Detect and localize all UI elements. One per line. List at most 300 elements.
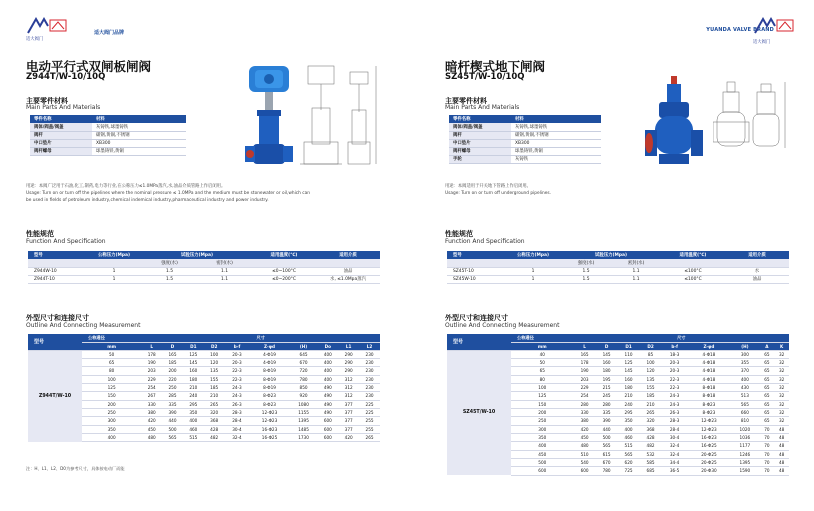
dim-cell: 24-3 [662,392,688,400]
dim-cell: 20-3 [662,358,688,366]
spec-header-row [447,251,789,259]
spec-table [447,251,789,284]
dim-cell: 255 [359,417,380,425]
dim-column-header: D2 [204,342,225,350]
dim-cell: 200 [162,367,183,375]
dim-cell: 440 [596,425,618,433]
dim-cell: 50 [511,358,574,366]
dim-cell: 312 [338,375,359,383]
company-logo [753,17,797,45]
dim-cell: 565 [162,433,183,441]
dim-cell: 400 [82,433,141,441]
dim-cell: 780 [596,467,618,475]
dim-cell: 420 [141,417,162,425]
spec-cell: 1 [505,275,561,283]
part-material: 球墨铸铁,黄铜 [92,147,186,155]
dim-cell: 178 [141,350,162,358]
dim-column-header: D [596,342,618,350]
dim-header-row [447,334,789,342]
spec-subheading: Function And Specification [445,238,525,245]
dim-cell: 65 [760,383,775,391]
parts-heading: 主要零件材料 [26,97,68,105]
dim-cell: 4-Φ18 [688,350,731,358]
dim-cell: 210 [618,392,640,400]
dim-cell: 16-Φ25 [688,442,731,450]
spec-sub-row [28,259,380,267]
spec-header-cell: 公称压力(Mpa) [505,251,561,259]
dim-column-header: mm [511,342,574,350]
dim-cell: 312 [338,392,359,400]
dim-column-header: D1 [183,342,204,350]
dim-cell: 400 [317,350,338,358]
dim-cell: 65 [760,400,775,408]
dim-cell: 4-Φ19 [249,358,289,366]
dim-cell: 670 [596,458,618,466]
dim-cell: 70 [760,425,775,433]
dim-cell: 450 [141,425,162,433]
dim-column-header: L1 [338,342,359,350]
dim-cell: 185 [162,358,183,366]
dim-cell: 615 [596,450,618,458]
spec-table [28,251,380,284]
part-material: 球墨铸铁,黄铜 [511,147,601,155]
spec-sub-cell [252,259,316,267]
dim-cell: 725 [618,467,640,475]
spec-sub-cell [447,259,505,267]
dim-cell: 32 [774,408,789,416]
dim-type-header: 型号 [447,334,511,350]
footnote: 注：H、L1、L2、D0为参考尺寸，具体按电动厂而能 [26,466,125,471]
dim-cell: 585 [640,458,662,466]
spec-sub-cell: 强度(水) [561,259,611,267]
usage-text [445,183,745,197]
dim-cell: 100 [82,375,141,383]
dim-cell: 420 [574,425,596,433]
dim-cell: 32-4 [225,433,250,441]
spec-cell: 1.5 [142,267,197,275]
dim-cell: 229 [574,383,596,391]
dim-header-row [28,334,380,342]
spec-cell: SZ45T-10 [447,267,505,275]
dim-cell: 8-Φ18 [688,392,731,400]
dim-model-cell: SZ45T/W-10 [447,350,511,475]
spec-header-cell: 适用介质 [725,251,789,259]
technical-drawing [713,78,791,182]
dim-cell: 510 [574,450,596,458]
dim-cell: 330 [141,400,162,408]
spec-header-cell: 型号 [447,251,505,259]
spec-header-row [28,251,380,259]
dim-cell: 380 [574,417,596,425]
dim-cell: 20-Φ25 [688,458,731,466]
dim-cell: 780 [290,375,318,383]
dim-header-cell: 尺寸 [574,334,789,342]
dim-cell: 100 [204,350,225,358]
dim-cell: 65 [511,367,574,375]
table-row [447,267,789,275]
dim-cell: 515 [618,442,640,450]
dim-cell: 660 [730,408,759,416]
company-logo [26,17,70,35]
dim-cell: 290 [338,367,359,375]
dim-cell: 70 [760,450,775,458]
spec-header-cell: 型号 [28,251,86,259]
dim-cell: 1155 [290,408,318,416]
spec-heading: 性能规范 [26,230,54,238]
dim-cell: 40 [511,350,574,358]
part-name: 阀体/阀盖/阀盖 [30,123,92,131]
dim-cell: 1246 [730,450,759,458]
spec-sub-cell [28,259,86,267]
dim-cell: 48 [774,467,789,475]
spec-cell: 水, ≤1.0Mpa蒸汽 [316,275,380,283]
dim-cell: 16-Φ25 [249,433,289,441]
dim-cell: 295 [618,408,640,416]
dim-cell: 135 [204,367,225,375]
dim-cell: 160 [183,367,204,375]
part-name: 中口垫片 [449,139,511,147]
table-row [28,275,380,283]
dim-cell: 230 [359,350,380,358]
logo-caption: 适大阀门 [26,37,44,42]
dim-cell: 285 [162,392,183,400]
dim-cell: 12-Φ23 [249,417,289,425]
dim-cell: 8-Φ23 [688,400,731,408]
dim-cell: 160 [618,375,640,383]
dim-column-header: A [760,342,775,350]
parts-heading: 主要零件材料 [445,97,487,105]
dim-cell: 265 [204,400,225,408]
dim-cell: 120 [204,358,225,366]
parts-header-row [449,115,601,123]
dim-cell: 490 [317,392,338,400]
dim-cell: 50 [82,350,141,358]
dim-cell: 203 [574,375,596,383]
model-number: SZ45T/W-10/10Q [445,72,525,82]
dim-cell: 240 [618,400,640,408]
dim-cell: 500 [162,425,183,433]
dim-cell: 335 [162,400,183,408]
part-name: 阀体/阀盖/阀盖 [449,123,511,131]
dim-cell: 330 [574,408,596,416]
part-name: 中口垫片 [30,139,92,147]
right-page [407,0,814,511]
dim-cell: 720 [290,367,318,375]
dim-cell: 1730 [290,433,318,441]
dim-cell: 250 [82,408,141,416]
dim-cell: 1395 [730,458,759,466]
spec-heading: 性能规范 [445,230,473,238]
dim-cell: 540 [574,458,596,466]
spec-sub-cell [316,259,380,267]
part-material: XB300 [92,139,186,147]
brand-label: YUANDA VALVE BRAND [706,27,774,33]
dim-cell: 22-3 [225,367,250,375]
spec-cell: 水 [725,267,789,275]
part-name: 阀杆 [449,131,511,139]
dim-column-header: mm [82,342,141,350]
dim-cell: 320 [204,408,225,416]
usage-en-line2: be used in fields of petroleum industry,chemical indemical industry,pharmaceutical industry and power industry. [26,198,269,203]
dim-cell: 65 [760,350,775,358]
dim-cell: 32 [774,383,789,391]
dim-cell: 20-3 [662,367,688,375]
usage-en-line1: Usage: Turn on or turn off underground pipelines. [445,191,552,196]
parts-subheading: Main Parts And Materials [445,104,520,111]
dim-model-cell: Z944T/W-10 [28,350,82,442]
dim-cell: 532 [640,450,662,458]
dim-column-header: L [141,342,162,350]
dim-cell: 165 [162,350,183,358]
dim-cell: 377 [338,408,359,416]
parts-header-cell: 材料 [511,115,601,123]
dim-cell: 8-Φ19 [249,383,289,391]
table-row [449,155,601,163]
part-name: 阀杆螺母 [30,147,92,155]
table-row [447,350,789,358]
dim-cell: 400 [317,367,338,375]
dim-cell: 320 [640,417,662,425]
dim-column-header: b-f [662,342,688,350]
dim-cell: 34-4 [662,458,688,466]
dim-cell: 300 [82,417,141,425]
dim-cell: 255 [359,425,380,433]
dim-cell: 24-3 [225,392,250,400]
dim-cell: 65 [760,358,775,366]
spec-cell: 油品 [316,267,380,275]
dim-cell: 20-Φ30 [688,467,731,475]
dim-cell: 400 [317,358,338,366]
table-row [30,131,186,139]
dim-cell: 368 [640,425,662,433]
dim-cell: 16-Φ23 [249,425,289,433]
spec-header-cell: 试验压力(Mpa) [142,251,252,259]
brand-label: 适大阀门品牌 [94,30,125,36]
parts-header-cell: 零件名称 [30,115,92,123]
spec-cell: 1.1 [197,267,252,275]
dim-cell: 254 [141,383,162,391]
dim-type-header: 型号 [28,334,82,350]
dim-cell: 377 [338,425,359,433]
dim-cell: 265 [359,433,380,441]
spec-sub-cell [505,259,561,267]
logo-caption: 适大阀门 [753,40,771,45]
parts-header-cell: 零件名称 [449,115,511,123]
dim-cell: 203 [141,367,162,375]
dim-cell: 70 [760,458,775,466]
dim-cell: 32 [774,367,789,375]
part-material: 灰铸铁,球墨铸铁 [511,123,601,131]
dim-cell: 28-4 [662,425,688,433]
dim-cell: 12-Φ23 [688,417,731,425]
dim-cell: 125 [618,358,640,366]
table-row [449,147,601,155]
dim-cell: 482 [204,433,225,441]
dim-cell: 295 [183,400,204,408]
spec-cell: ≤100°C [661,267,725,275]
dim-cell: 16-Φ23 [688,433,731,441]
dim-column-header: Z-φd [688,342,731,350]
dim-cell: 1485 [290,425,318,433]
dim-cell: 65 [760,367,775,375]
spec-cell: 1.1 [611,267,661,275]
dim-cell: 32 [774,350,789,358]
technical-drawing [298,62,382,180]
dim-cell: 1080 [290,400,318,408]
dim-cell: 20-3 [225,350,250,358]
spec-sub-cell [725,259,789,267]
dim-cell: 32 [774,358,789,366]
dim-cell: 210 [183,383,204,391]
dim-cell: 490 [317,383,338,391]
dim-cell: 30-4 [225,425,250,433]
dim-cell: 26-3 [225,400,250,408]
dim-cell: 428 [204,425,225,433]
dim-cell: 48 [774,425,789,433]
dim-heading: 外型尺寸和连接尺寸 [26,314,89,322]
dim-cell: 180 [183,375,204,383]
parts-header-cell: 材料 [92,115,186,123]
dim-cell: 267 [141,392,162,400]
dim-cell: 225 [359,408,380,416]
dim-column-header: D2 [640,342,662,350]
usage-en-line1: Usage: Turn on or turn off the pipelines where the nominal pressure ≤ 1.0MPa and the medium must be stonewater or oil,which can [26,191,310,196]
spec-sub-cell: 强度(水) [142,259,197,267]
dim-cell: 600 [574,467,596,475]
parts-table [30,115,186,156]
dim-cell: 18-3 [662,350,688,358]
part-material: 碳钢,黄铜,不锈钢 [511,131,601,139]
dim-cell: 350 [82,425,141,433]
dim-cell: 65 [760,417,775,425]
spec-cell: ≤0~200°C [252,275,316,283]
dim-cell: 32 [774,417,789,425]
dim-cell: 180 [618,383,640,391]
dim-cell: 150 [511,400,574,408]
dim-cell: 377 [338,417,359,425]
dim-cell: 500 [596,433,618,441]
dim-cell: 290 [338,350,359,358]
dim-cell: 4-Φ18 [688,358,731,366]
dim-cell: 400 [183,417,204,425]
dim-cell: 145 [596,350,618,358]
dim-cell: 850 [290,383,318,391]
dim-cell: 65 [760,375,775,383]
spec-cell: ≤100°C [661,275,725,283]
dim-cell: 355 [730,358,759,366]
usage-cn: 用途：本阀广泛用于石油,化工,制药,电力等行业,在公称压力≤1.0MPa蒸汽,水,油品介质管路上作启闭用。 [26,184,226,189]
logo-mark-icon [753,17,797,35]
dim-cell: 225 [359,400,380,408]
dim-column-header: D [162,342,183,350]
spec-sub-cell [661,259,725,267]
dim-header-cell: 尺寸 [141,334,380,342]
dim-cell: 350 [511,433,574,441]
dim-cell: 32 [774,392,789,400]
dim-cell: 110 [618,350,640,358]
usage-text [26,183,376,204]
dim-cell: 1590 [730,467,759,475]
spec-cell: Z944W-10 [28,267,86,275]
spec-cell: 1.1 [197,275,252,283]
dim-cell: 265 [640,408,662,416]
spec-cell: 1.5 [142,275,197,283]
spec-sub-row [447,259,789,267]
spec-sub-cell: 密封(水) [611,259,661,267]
spec-cell: 1.5 [561,267,611,275]
dim-cell: 200 [511,408,574,416]
dim-cell: 490 [317,408,338,416]
table-row [449,139,601,147]
dim-cell: 240 [183,392,204,400]
dim-cell: 48 [774,442,789,450]
spec-cell: 1 [505,267,561,275]
dim-cell: 36-5 [662,467,688,475]
spec-header-cell: 公称压力(Mpa) [86,251,142,259]
spec-header-cell: 试验压力(Mpa) [561,251,661,259]
table-row [449,123,601,131]
dim-cell: 48 [774,433,789,441]
dim-cell: 150 [82,392,141,400]
dim-cell: 250 [511,417,574,425]
dim-cell: 180 [596,367,618,375]
spec-cell: 油品 [725,275,789,283]
parts-table [449,115,601,164]
table-row [28,267,380,275]
dim-cell: 400 [511,442,574,450]
dim-column-header: L2 [359,342,380,350]
dim-cell: 220 [162,375,183,383]
dim-cell: 215 [596,383,618,391]
dim-cell: 400 [317,375,338,383]
dim-cell: 4-Φ18 [688,367,731,375]
dim-column-header: (H) [730,342,759,350]
dim-cell: 22-3 [225,375,250,383]
dim-cell: 229 [141,375,162,383]
dim-subheading: Outline And Connecting Measurement [26,322,141,329]
dim-cell: 230 [359,358,380,366]
spec-subheading: Function And Specification [26,238,106,245]
dim-cell: 377 [338,400,359,408]
dim-cell: 20-3 [225,358,250,366]
part-name: 手轮 [449,155,511,163]
dim-heading: 外型尺寸和连接尺寸 [445,314,508,322]
dim-cell: 350 [183,408,204,416]
dim-cell: 8-Φ19 [249,375,289,383]
dim-cell: 210 [204,392,225,400]
parts-header-row [30,115,186,123]
dim-cell: 70 [760,433,775,441]
table-row [28,350,380,358]
dim-cell: 178 [574,358,596,366]
dim-cell: 565 [730,400,759,408]
dim-cell: 24-3 [225,383,250,391]
dim-cell: 920 [290,392,318,400]
dim-cell: 20-Φ25 [688,450,731,458]
dim-cell: 350 [618,417,640,425]
part-name: 阀杆螺母 [449,147,511,155]
part-material: 灰铸铁,球墨铸铁 [92,123,186,131]
dim-cell: 145 [183,358,204,366]
dim-cell: 440 [162,417,183,425]
dim-cell: 430 [730,383,759,391]
dim-cell: 4-Φ18 [688,375,731,383]
dim-cell: 155 [640,383,662,391]
dim-cell: 65 [760,408,775,416]
dim-cell: 390 [162,408,183,416]
dim-cell: 400 [618,425,640,433]
dim-cell: 420 [338,433,359,441]
